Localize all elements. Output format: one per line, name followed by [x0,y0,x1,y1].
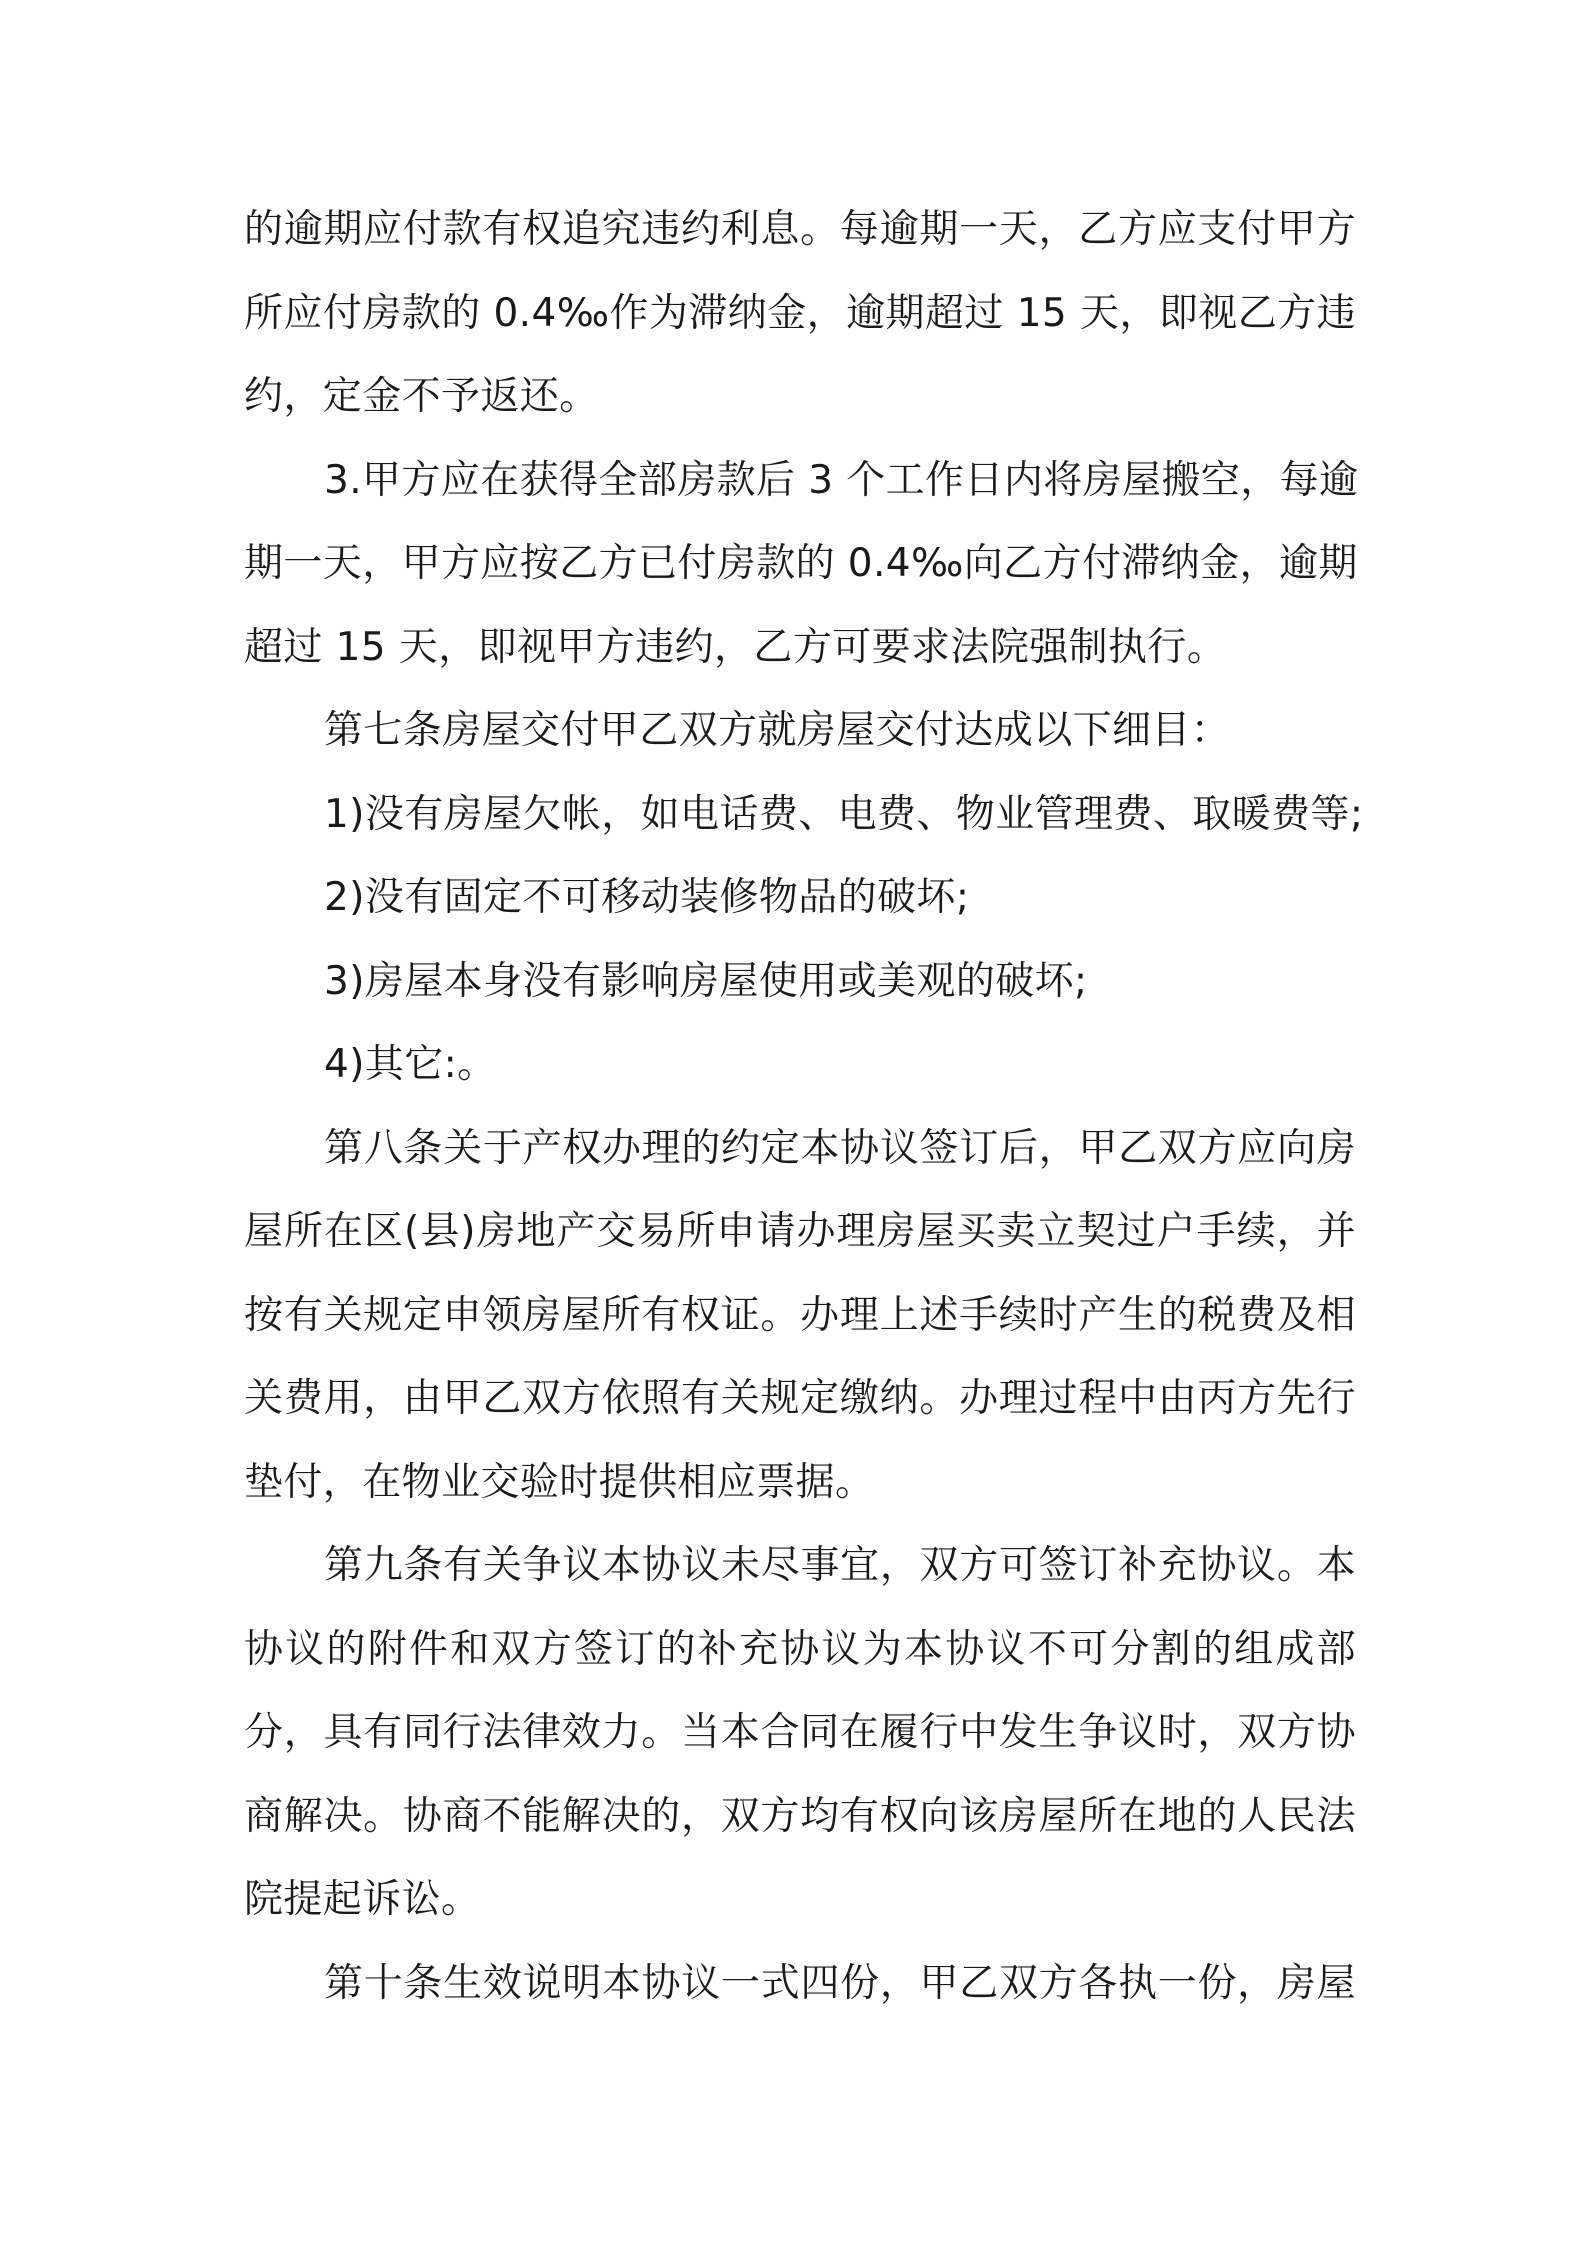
text-line: 第十条生效说明本协议一式四份，甲乙双方各执一份，房屋 [324,1960,1356,2006]
text-line: 3.甲方应在获得全部房款后 3 个工作日内将房屋搬空，每逾 [324,457,1359,503]
document-body [244,188,1364,2025]
text-line: 第七条房屋交付甲乙双方就房屋交付达成以下细目： [324,708,1231,753]
text-line: 4)其它:。 [324,1042,497,1087]
text-line: 超过 15 天，即视甲方违约，乙方可要求法院强制执行。 [244,624,1227,670]
text-line: 垫付，在物业交验时提供相应票据。 [244,1459,875,1505]
text-line: 所应付房款的 0.4‰作为滞纳金，逾期超过 15 天，即视乙方违 [244,290,1356,336]
text-line: 1)没有房屋欠帐，如电话费、电费、物业管理费、取暖费等; [324,791,1364,837]
text-line: 2)没有固定不可移动装修物品的破坏; [324,875,970,920]
text-line: 约，定金不予返还。 [244,374,599,419]
paragraph-article-10 [244,1942,1356,2026]
text-line: 协议的附件和双方签订的补充协议为本协议不可分割的组成部 [244,1626,1356,1672]
paragraph-article-8 [244,1107,1356,1525]
paragraph-clause-3 [244,439,1359,690]
text-line: 的逾期应付款有权追究违约利息。每逾期一天，乙方应支付甲方 [244,207,1356,252]
paragraph-item-2 [244,856,1356,940]
paragraph-item-3 [244,940,1356,1024]
text-line: 3)房屋本身没有影响房屋使用或美观的破坏; [324,958,1088,1004]
text-line: 第九条有关争议本协议未尽事宜，双方可签订补充协议。本 [324,1543,1356,1588]
text-line: 关费用，由甲乙双方依照有关规定缴纳。办理过程中由丙方先行 [244,1376,1356,1421]
text-line: 期一天，甲方应按乙方已付房款的 0.4‰向乙方付滞纳金，逾期 [244,541,1358,586]
text-line: 按有关规定申领房屋所有权证。办理上述手续时产生的税费及相 [244,1292,1356,1338]
paragraph-article-9 [244,1524,1356,1942]
text-line: 第八条关于产权办理的约定本协议签订后，甲乙双方应向房 [324,1125,1356,1171]
paragraph-article-7 [244,689,1356,773]
text-line: 屋所在区(县)房地产交易所申请办理房屋买卖立契过户手续，并 [244,1209,1356,1254]
paragraph-item-4 [244,1023,1356,1107]
text-line: 分，具有同行法律效力。当本合同在履行中发生争议时，双方协 [244,1710,1356,1755]
paragraph-overdue-interest [244,188,1356,439]
text-line: 院提起诉讼。 [244,1877,481,1922]
paragraph-item-1 [244,773,1364,857]
text-line: 商解决。协商不能解决的，双方均有权向该房屋所在地的人民法 [244,1793,1356,1839]
